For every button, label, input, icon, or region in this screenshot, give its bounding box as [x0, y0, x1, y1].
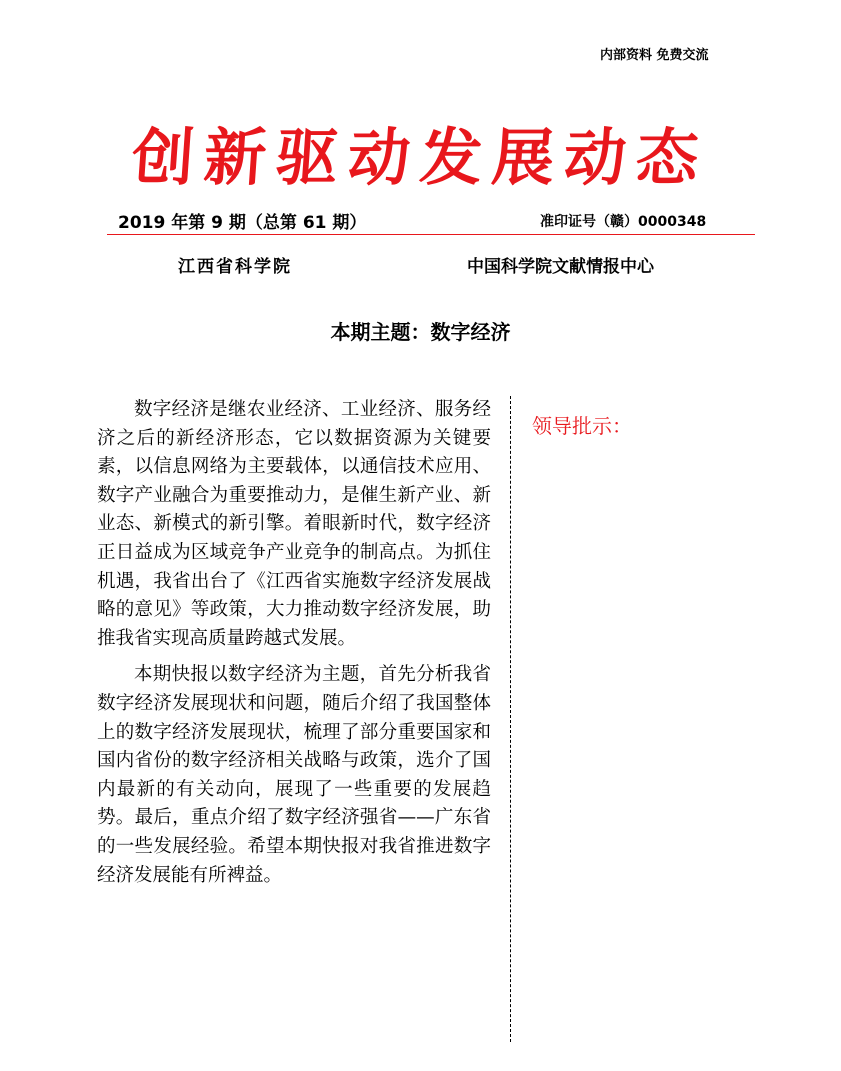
- column-divider: [510, 396, 511, 1042]
- permit-number: 准印证号（赣）0000348: [540, 214, 707, 230]
- leader-comment-label: 领导批示：: [532, 414, 632, 438]
- masthead-title: 创新驱动发展动态: [129, 121, 711, 194]
- issue-number: 2019 年第 9 期（总第 61 期）: [118, 213, 367, 233]
- confidential-note: 内部资料 免费交流: [600, 48, 709, 63]
- body-text: [97, 396, 491, 898]
- body-paragraph-1: 数字经济是继农业经济、工业经济、服务经济之后的新经济形态，它以数据资源为关键要素，以信息网络为主要载体，以通信技术应用、数字产业融合为重要推动力，是催生新产业、新业态、新模式的新引擎。着眼新时代，数字经济正日益成为区域竞争产业竞争的制高点。为抓住机遇，我省出台了《江西省实施数字经济发展战略的意见》等政策，大力推动数字经济发展，助推我省实现高质量跨越式发展。: [97, 399, 491, 649]
- masthead-red-rule: [107, 234, 755, 235]
- publisher-left: 江西省科学院: [178, 257, 292, 277]
- issue-theme: 本期主题：数字经济: [330, 320, 511, 344]
- publisher-right: 中国科学院文献情报中心: [467, 257, 654, 277]
- body-paragraph-2: 本期快报以数字经济为主题，首先分析我省数字经济发展现状和问题，随后介绍了我国整体上的数字经济发展现状，梳理了部分重要国家和国内省份的数字经济相关战略与政策，选介了国内最新的有关动向，展现了一些重要的发展趋势。最后，重点介绍了数字经济强省——广东省的一些发展经验。希望本期快报对我省推进数字经济发展能有所裨益。: [97, 664, 491, 886]
